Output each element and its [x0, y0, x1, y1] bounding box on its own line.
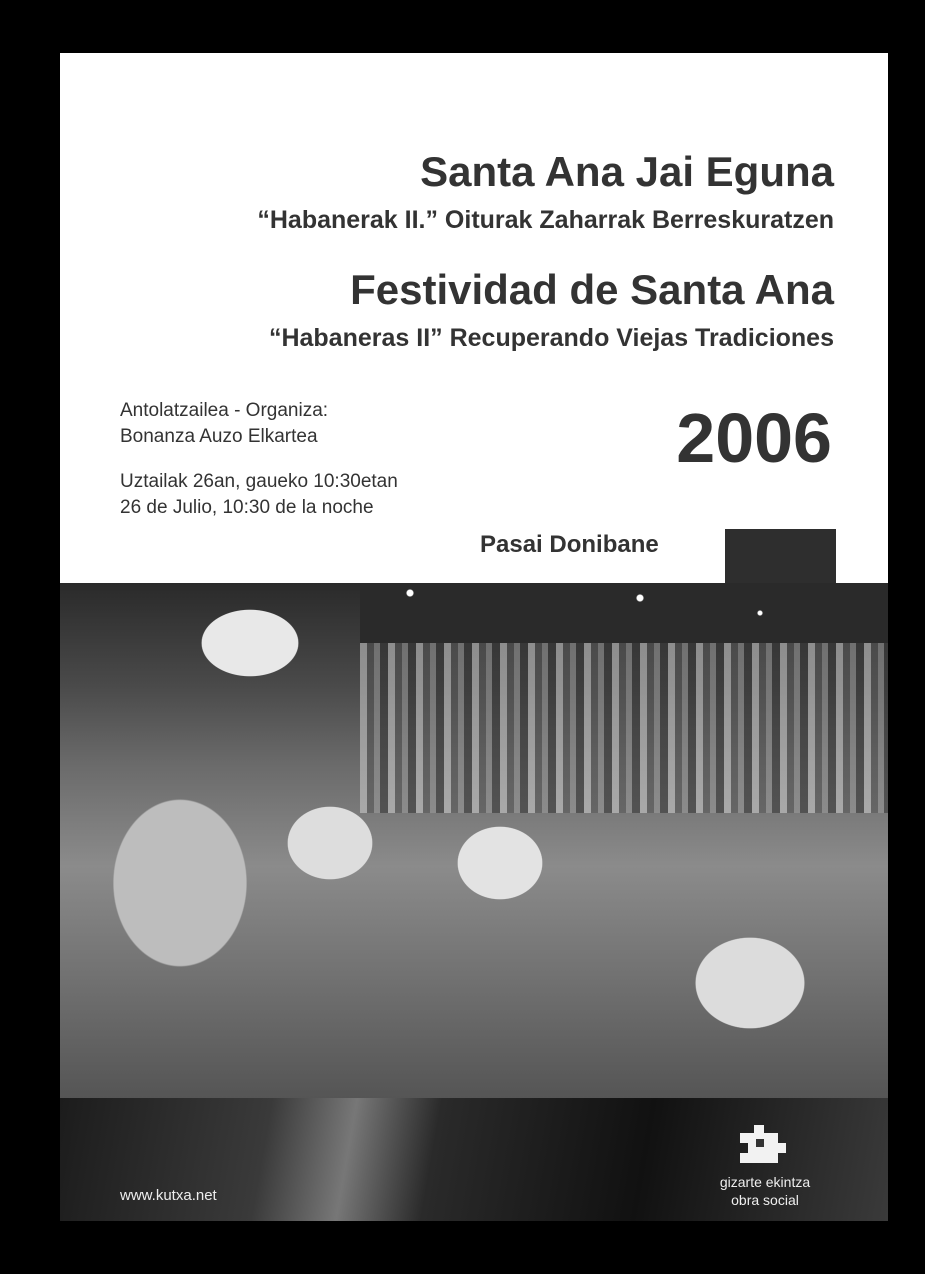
kutxa-puzzle-icon	[736, 1121, 796, 1165]
subtitle-basque: “Habanerak II.” Oiturak Zaharrak Berreskuratzen	[257, 206, 834, 234]
organizer-name: Bonanza Auzo Elkartea	[120, 426, 318, 447]
date-basque: Uztailak 26an, gaueko 10:30etan	[120, 471, 398, 492]
night-lights	[360, 583, 888, 643]
poster	[60, 53, 888, 1221]
sponsor-line-1: gizarte ekintza	[719, 1174, 811, 1190]
event-year: 2006	[676, 399, 832, 477]
subtitle-spanish: “Habaneras II” Recuperando Viejas Tradiciones	[268, 324, 834, 352]
photo-corner-tab	[725, 529, 836, 589]
date-block	[120, 469, 398, 521]
title-spanish: Festividad de Santa Ana	[350, 266, 834, 313]
date-spanish: 26 de Julio, 10:30 de la noche	[120, 497, 374, 518]
sponsor-url[interactable]: www.kutxa.net	[120, 1187, 217, 1204]
title-basque: Santa Ana Jai Eguna	[420, 148, 834, 195]
sponsor-line-2: obra social	[731, 1192, 799, 1208]
organizer-label: Antolatzailea - Organiza:	[120, 400, 329, 421]
crowd-dancers	[360, 643, 888, 813]
festival-photo	[60, 583, 888, 1098]
organizer-block	[120, 398, 328, 450]
event-place: Pasai Donibane	[480, 531, 659, 558]
sponsor-logo-text	[700, 1173, 830, 1209]
